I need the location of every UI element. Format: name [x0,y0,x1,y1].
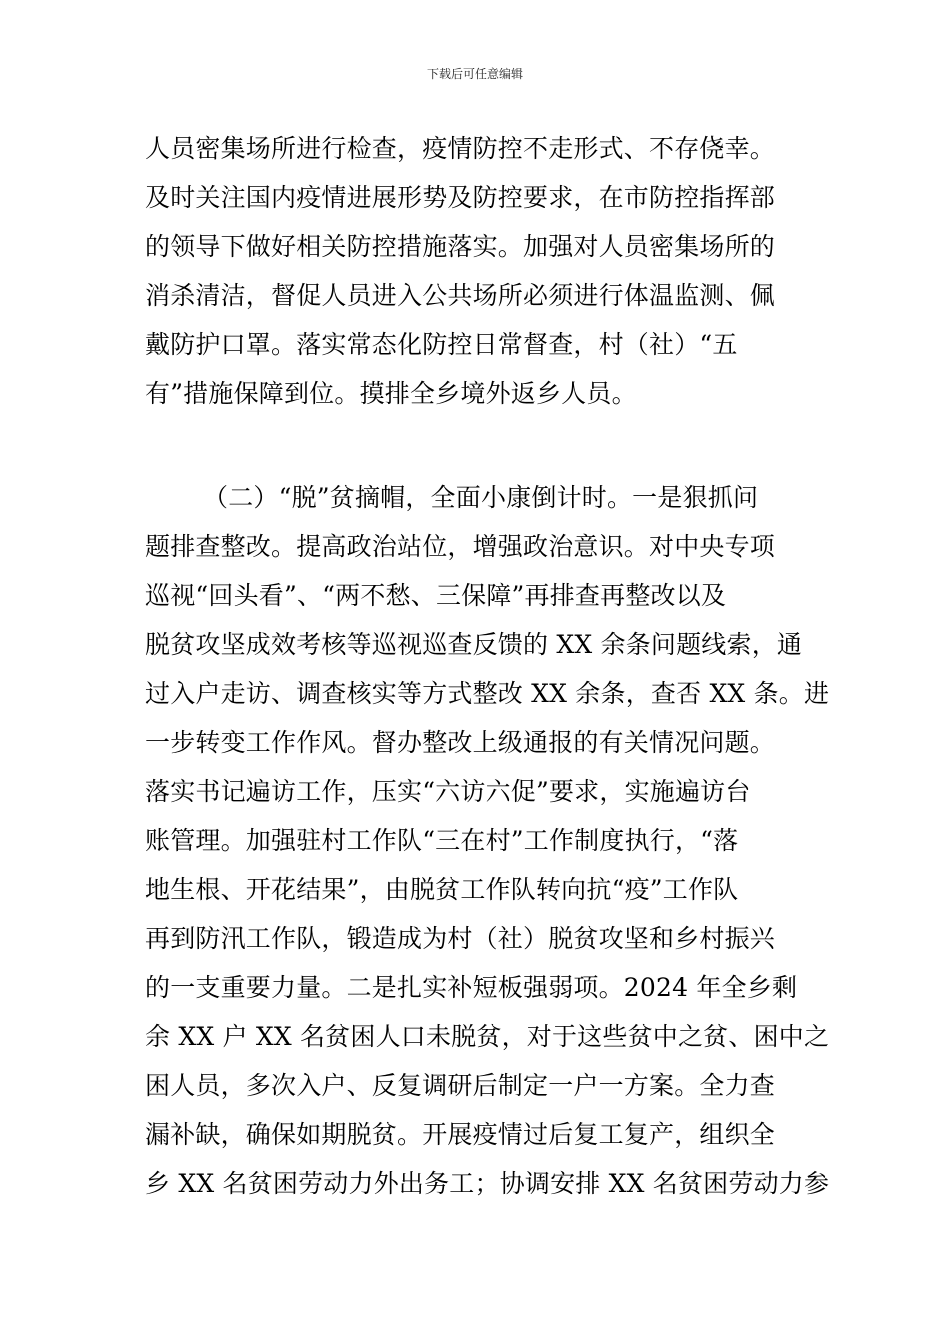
text-line: 过入户走访、调查核实等方式整改 XX 余条，查否 XX 条。进 [145,679,830,708]
text-line: 余 XX 户 XX 名贫困人口未脱贫，对于这些贫中之贫、困中之 [145,1022,830,1051]
text-line: 巡视“回头看”、“两不愁、三保障”再排查再整改以及 [145,581,727,610]
text-line: 消杀清洁，督促人员进入公共场所必须进行体温监测、佩 [145,281,776,310]
text-line: 及时关注国内疫情进展形势及防控要求，在市防控指挥部 [145,183,776,212]
text-line: 的一支重要力量。二是扎实补短板强弱项。2024 年全乡剩 [145,973,798,1002]
paragraph-poverty-alleviation [145,473,830,1208]
text-line: 再到防汛工作队，锻造成为村（社）脱贫攻坚和乡村振兴 [145,924,776,953]
page-header: 下载后可任意编辑 [426,67,523,81]
text-line: （二）“脱”贫摘帽，全面小康倒计时。一是狠抓问 [203,483,759,512]
text-line: 的领导下做好相关防控措施落实。加强对人员密集场所的 [145,232,776,261]
text-line: 有”措施保障到位。摸排全乡境外返乡人员。 [145,379,637,408]
text-line: 脱贫攻坚成效考核等巡视巡查反馈的 XX 余条问题线索，通 [145,630,803,659]
text-line: 一步转变工作作风。督办整改上级通报的有关情况问题。 [145,728,776,757]
text-line: 人员密集场所进行检查，疫情防控不走形式、不存侥幸。 [145,134,776,163]
text-line: 乡 XX 名贫困劳动力外出务工；协调安排 XX 名贫困劳动力参 [145,1169,830,1198]
paragraph-epidemic-control [145,124,815,418]
text-line: 漏补缺，确保如期脱贫。开展疫情过后复工复产，组织全 [145,1120,776,1149]
text-line: 地生根、开花结果”，由脱贫工作队转向抗“疫”工作队 [145,875,739,904]
text-line: 题排查整改。提高政治站位，增强政治意识。对中央专项 [145,532,776,561]
text-line: 戴防护口罩。落实常态化防控日常督查，村（社）“五 [145,330,738,359]
text-line: 落实书记遍访工作，压实“六访六促”要求，实施遍访台 [145,777,751,806]
text-line: 困人员，多次入户、反复调研后制定一户一方案。全力查 [145,1071,776,1100]
text-line: 账管理。加强驻村工作队“三在村”工作制度执行，“落 [145,826,739,855]
